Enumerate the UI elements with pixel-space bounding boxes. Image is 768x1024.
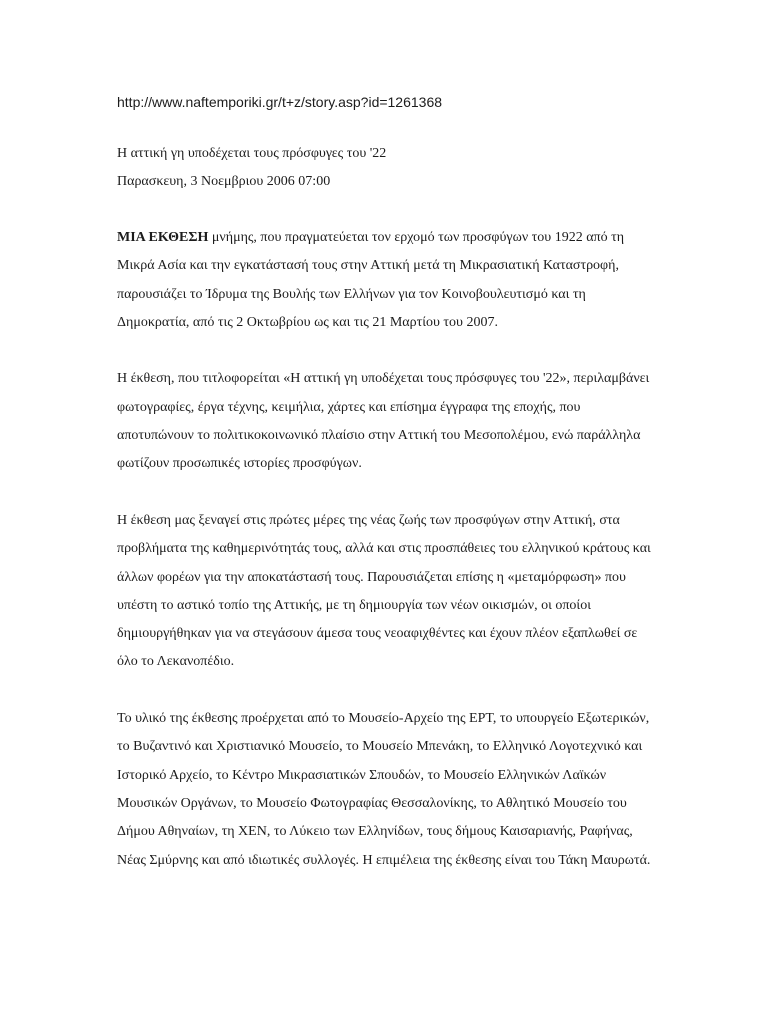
spacer: [117, 196, 768, 224]
paragraph-1-lead: ΜΙΑ ΕΚΘΕΣΗ: [117, 230, 209, 245]
spacer: [117, 479, 768, 507]
paragraph-2: Η έκθεση, που τιτλοφορείται «Η αττική γη υποδέχεται τους πρόσφυγες του '22», περιλαμβάνει φωτογραφίες, έργα τέχνης, κειμήλια, χάρτες και επίσημα έγγραφα της εποχής, που αποτυπώνουν το πολιτικοκοινωνικό πλαίσιο στην Αττική του Μεσοπολέμου, ενώ παράλληλα φωτίζουν προσωπικές ιστορίες προσφύγων.: [117, 371, 650, 472]
paragraph-1-body: μνήμης, που πραγματεύεται τον ερχομό των προσφύγων του 1922 από τη Μικρά Ασία και την εγκατάστασή τους στην Αττική μετά τη Μικρασιατική Καταστροφή, παρουσιάζει το Ίδρυμα της Βουλής των Ελλήνων για τον Κοινοβουλευτισμό και τη Δημοκρατία, από τις 2 Οκτωβρίου ως και τις 21 Μαρτίου του 2007.: [117, 230, 625, 330]
paragraph-4: Το υλικό της έκθεσης προέρχεται από το Μουσείο-Αρχείο της ΕΡΤ, το υπουργείο Εξωτερικών, το Βυζαντινό και Χριστιανικό Μουσείο, το Μουσείο Μπενάκη, το Ελληνικό Λογοτεχνικό και Ιστορικό Αρχείο, το Κέντρο Μικρασιατικών Σπουδών, το Μουσείο Ελληνικών Λαϊκών Μουσικών Οργάνων, το Μουσείο Φωτογραφίας Θεσσαλονίκης, το Αθλητικό Μουσείο του Δήμου Αθηναίων, τη ΧΕΝ, το Λύκειο των Ελληνίδων, τους δήμους Καισαριανής, Ραφήνας, Νέας Σμύρνης και από ιδιωτικές συλλογές. Η επιμέλεια της έκθεσης είναι του Τάκη Μαυρωτά.: [117, 711, 651, 868]
article-title: Η αττική γη υποδέχεται τους πρόσφυγες του '22: [117, 146, 387, 161]
article-dateline: Παρασκευη, 3 Νοεμβριου 2006 07:00: [117, 174, 331, 189]
source-url: http://www.naftemporiki.gr/t+z/story.asp?id=1261368: [117, 94, 443, 110]
paragraph-1: [117, 224, 653, 337]
spacer: [117, 677, 768, 705]
spacer: [117, 337, 768, 365]
paragraph-3: Η έκθεση μας ξεναγεί στις πρώτες μέρες της νέας ζωής των προσφύγων στην Αττική, στα προβλήματα της καθημερινότητάς τους, αλλά και στις προσπάθειες του ελληνικού κράτους και άλλων φορέων για την αποκατάστασή τους. Παρουσιάζεται επίσης η «μεταμόρφωση» που υπέστη το αστικό τοπίο της Αττικής, με τη δημιουργία των νέων οικισμών, οι οποίοι δημιουργήθηκαν για να στεγάσουν άμεσα τους νεοαφιχθέντες και έχουν πλέον εξαπλωθεί σε όλο το Λεκανοπέδιο.: [117, 512, 651, 670]
